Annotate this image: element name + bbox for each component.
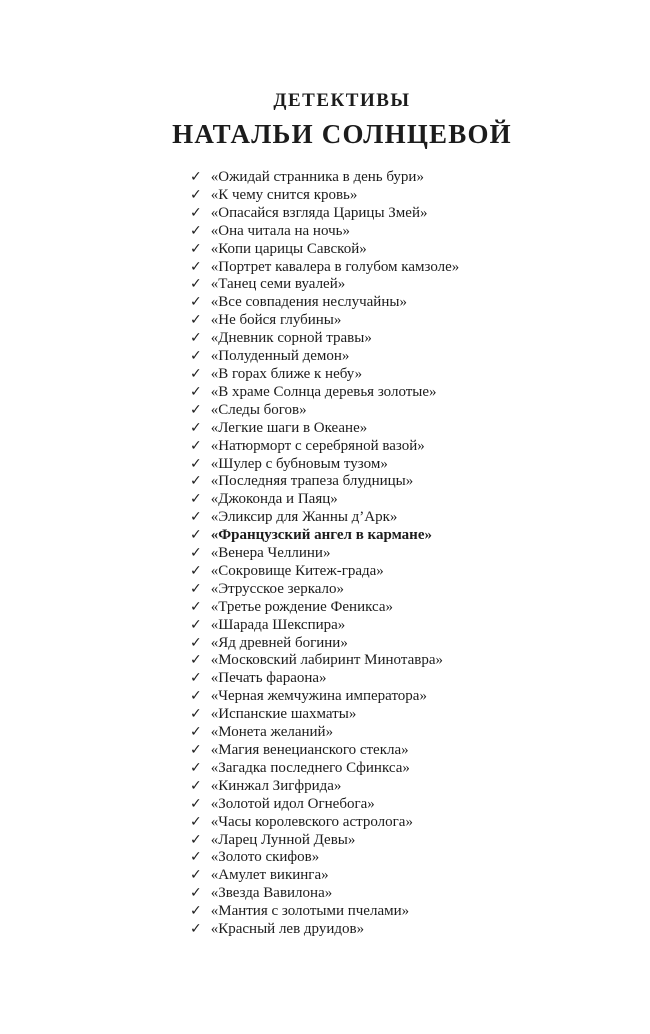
book-title: «Золото скифов» — [210, 849, 320, 866]
book-title: «Звезда Вавилона» — [210, 885, 333, 902]
book-list-item — [190, 223, 650, 241]
check-icon: ✓ — [190, 455, 202, 472]
book-title: «Московский лабиринт Минотавра» — [210, 652, 443, 669]
check-icon: ✓ — [190, 921, 202, 938]
check-icon: ✓ — [190, 580, 202, 597]
book-list-item — [190, 617, 650, 635]
book-title: «Печать фараона» — [210, 670, 327, 687]
book-title: «Этрусское зеркало» — [210, 580, 345, 597]
book-list-item — [190, 903, 650, 921]
book-title: «Венера Челлини» — [210, 545, 331, 562]
book-title: «Французский ангел в кармане» — [210, 527, 432, 544]
book-list-item — [190, 348, 650, 366]
book-list-item — [190, 796, 650, 814]
book-title: «Загадка последнего Сфинкса» — [210, 759, 410, 776]
book-list-item — [190, 456, 650, 474]
book-title: «Амулет викинга» — [210, 867, 329, 884]
book-title: «Шулер с бубновым тузом» — [210, 455, 388, 472]
check-icon: ✓ — [190, 813, 202, 830]
book-list-item — [190, 760, 650, 778]
check-icon: ✓ — [190, 437, 202, 454]
book-title: «К чему снится кровь» — [210, 186, 358, 203]
book-list-item — [190, 402, 650, 420]
check-icon: ✓ — [190, 867, 202, 884]
check-icon: ✓ — [190, 831, 202, 848]
check-icon: ✓ — [190, 849, 202, 866]
check-icon: ✓ — [190, 598, 202, 615]
book-list-item — [190, 384, 650, 402]
book-title: «Красный лев друидов» — [210, 921, 365, 938]
book-title: «Джоконда и Паяц» — [210, 491, 338, 508]
book-title: «Часы королевского астролога» — [210, 813, 413, 830]
check-icon: ✓ — [190, 419, 202, 436]
book-list-item — [190, 867, 650, 885]
check-icon: ✓ — [190, 885, 202, 902]
book-title: «Опасайся взгляда Царицы Змей» — [210, 204, 428, 221]
book-list-item — [190, 509, 650, 527]
check-icon: ✓ — [190, 204, 202, 221]
check-icon: ✓ — [190, 473, 202, 490]
check-icon: ✓ — [190, 222, 202, 239]
book-list-item — [190, 921, 650, 939]
book-title: «Шарада Шекспира» — [210, 616, 346, 633]
check-icon: ✓ — [190, 365, 202, 382]
book-title: «Полуденный демон» — [210, 348, 350, 365]
book-title: «Натюрморт с серебряной вазой» — [210, 437, 425, 454]
book-title: «Мантия с золотыми пчелами» — [210, 903, 410, 920]
book-list-item — [190, 670, 650, 688]
book-title: «Эликсир для Жанны д’Арк» — [210, 509, 398, 526]
book-title: «Золотой идол Огнебога» — [210, 795, 375, 812]
series-title: ДЕТЕКТИВЫ — [273, 90, 411, 111]
check-icon: ✓ — [190, 240, 202, 257]
check-icon: ✓ — [190, 795, 202, 812]
check-icon: ✓ — [190, 706, 202, 723]
book-list-item — [190, 473, 650, 491]
book-list-item — [190, 832, 650, 850]
book-list-item — [190, 849, 650, 867]
book-title: «В храме Солнца деревья золотые» — [210, 383, 437, 400]
book-title: «Легкие шаги в Океане» — [210, 419, 368, 436]
book-list-item — [190, 635, 650, 653]
book-title: «Танец семи вуалей» — [210, 276, 346, 293]
book-title: «Последняя трапеза блудницы» — [210, 473, 414, 490]
book-list-item — [190, 724, 650, 742]
page-header — [0, 90, 650, 150]
book-title: «Монета желаний» — [210, 724, 334, 741]
check-icon: ✓ — [190, 491, 202, 508]
check-icon: ✓ — [190, 545, 202, 562]
check-icon: ✓ — [190, 634, 202, 651]
book-title: «Портрет кавалера в голубом камзоле» — [210, 258, 460, 275]
author-name-title: НАТАЛЬИ СОЛНЦЕВОЙ — [172, 119, 512, 149]
book-title: «Черная жемчужина императора» — [210, 688, 427, 705]
book-title: «Яд древней богини» — [210, 634, 348, 651]
book-list-item — [190, 241, 650, 259]
check-icon: ✓ — [190, 616, 202, 633]
book-list-item — [190, 420, 650, 438]
book-list-item — [190, 187, 650, 205]
check-icon: ✓ — [190, 276, 202, 293]
check-icon: ✓ — [190, 383, 202, 400]
check-icon: ✓ — [190, 688, 202, 705]
book-title: «Копи царицы Савской» — [210, 240, 367, 257]
book-list-item — [190, 312, 650, 330]
check-icon: ✓ — [190, 562, 202, 579]
book-title: «В горах ближе к небу» — [210, 365, 363, 382]
book-list-item — [190, 169, 650, 187]
book-list-item — [190, 652, 650, 670]
book-list-item — [190, 814, 650, 832]
book-list-item — [190, 330, 650, 348]
check-icon: ✓ — [190, 294, 202, 311]
book-title: «Третье рождение Феникса» — [210, 598, 394, 615]
book-list-item — [190, 778, 650, 796]
book-list-item — [190, 259, 650, 277]
book-list-item — [190, 276, 650, 294]
book-list-item — [190, 581, 650, 599]
book-list-item — [190, 294, 650, 312]
book-list-item — [190, 885, 650, 903]
book-list-item — [190, 545, 650, 563]
book-list-item — [190, 491, 650, 509]
check-icon: ✓ — [190, 759, 202, 776]
book-title: «Магия венецианского стекла» — [210, 742, 409, 758]
book-list-item — [190, 366, 650, 384]
book-list-item — [190, 527, 650, 545]
check-icon: ✓ — [190, 777, 202, 794]
book-list-item — [190, 706, 650, 724]
book-title: «Все совпадения неслучайны» — [210, 294, 407, 311]
check-icon: ✓ — [190, 348, 202, 365]
check-icon: ✓ — [190, 742, 202, 758]
book-title: «Ожидай странника в день бури» — [210, 169, 424, 185]
check-icon: ✓ — [190, 903, 202, 920]
book-title: «Сокровище Китеж-града» — [210, 562, 384, 579]
check-icon: ✓ — [190, 652, 202, 669]
book-list-item — [190, 688, 650, 706]
book-list-item — [190, 599, 650, 617]
book-title: «Ларец Лунной Девы» — [210, 831, 356, 848]
check-icon: ✓ — [190, 186, 202, 203]
check-icon: ✓ — [190, 670, 202, 687]
book-list-item — [190, 563, 650, 581]
book-title: «Испанские шахматы» — [210, 706, 357, 723]
book-list-item — [190, 438, 650, 456]
book-list-item — [190, 742, 650, 760]
check-icon: ✓ — [190, 724, 202, 741]
check-icon: ✓ — [190, 527, 202, 544]
book-title: «Не бойся глубины» — [210, 312, 342, 329]
book-title: «Следы богов» — [210, 401, 307, 418]
check-icon: ✓ — [190, 169, 202, 185]
check-icon: ✓ — [190, 509, 202, 526]
book-list — [190, 169, 650, 939]
book-title: «Она читала на ночь» — [210, 222, 350, 239]
book-title: «Дневник сорной травы» — [210, 330, 372, 347]
check-icon: ✓ — [190, 330, 202, 347]
book-title: «Кинжал Зигфрида» — [210, 777, 342, 794]
book-list-item — [190, 205, 650, 223]
check-icon: ✓ — [190, 401, 202, 418]
check-icon: ✓ — [190, 312, 202, 329]
check-icon: ✓ — [190, 258, 202, 275]
